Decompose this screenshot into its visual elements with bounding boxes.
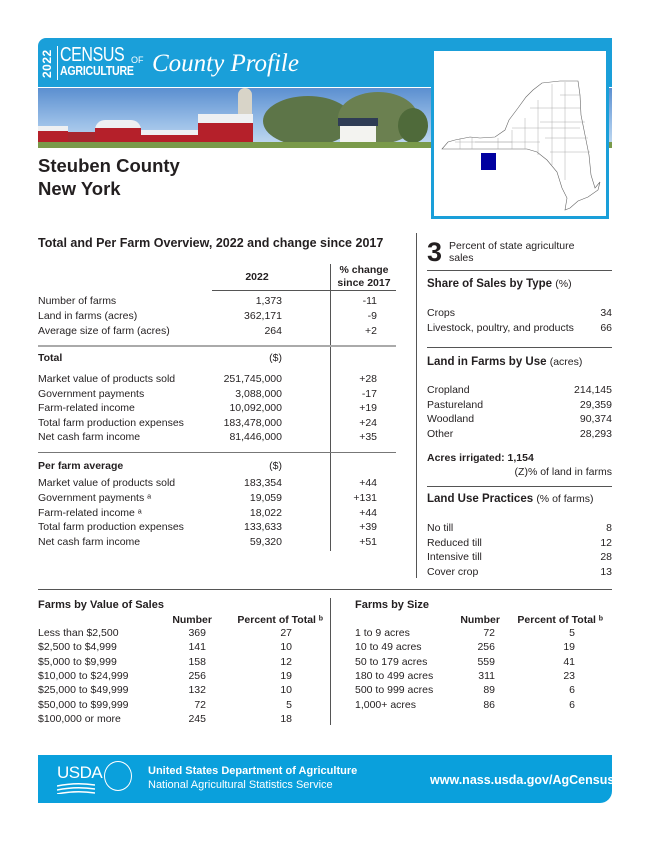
state-share-label: Percent of state agriculture sales bbox=[449, 240, 575, 264]
value_of_sales-label: $10,000 to $24,999 bbox=[38, 669, 129, 682]
value_of_sales-percent: 10 bbox=[280, 641, 292, 654]
land-use-title-text: Land in Farms by Use bbox=[427, 356, 547, 368]
value_of_sales-label: $100,000 or more bbox=[38, 712, 121, 725]
footer-url[interactable]: www.nass.usda.gov/AgCensus bbox=[430, 773, 615, 787]
farm_size-percent: 6 bbox=[569, 698, 575, 711]
row-change: -11 bbox=[362, 295, 377, 307]
land_use-label: Pastureland bbox=[427, 398, 484, 411]
row-value: 133,633 bbox=[244, 521, 282, 534]
land_use-label: Cropland bbox=[427, 384, 470, 396]
bottom-column-divider bbox=[330, 598, 331, 725]
col-change-line1: % change bbox=[339, 264, 389, 276]
row-value: 264 bbox=[264, 325, 282, 337]
row-label: Government payments ᵃ bbox=[38, 491, 152, 504]
row-value: 10,092,000 bbox=[229, 402, 282, 415]
farm_size-number: 559 bbox=[477, 655, 495, 668]
footer-service: National Agricultural Statistics Service bbox=[148, 779, 333, 791]
row-label: Net cash farm income bbox=[38, 536, 141, 549]
new-york-map bbox=[434, 51, 606, 216]
practices-value: 12 bbox=[600, 536, 612, 549]
practices-label: Cover crop bbox=[427, 566, 479, 579]
value_of_sales-percent: 12 bbox=[280, 655, 292, 668]
farm_size-number: 311 bbox=[478, 669, 495, 682]
row-label: Market value of products sold bbox=[38, 373, 176, 385]
overview-column-divider bbox=[330, 264, 331, 551]
vos-col-percent: Percent of Total ᵇ bbox=[237, 614, 323, 626]
sales_type-label: Livestock, poultry, and products bbox=[427, 322, 574, 334]
farm_size-percent: 19 bbox=[563, 641, 575, 654]
usda-logo: USDA bbox=[57, 763, 103, 782]
land_use-value: 29,359 bbox=[579, 398, 612, 411]
practices-title bbox=[427, 493, 593, 505]
row-label: Farm-related income bbox=[38, 402, 135, 415]
col-year: 2022 bbox=[245, 271, 269, 283]
ag-census-seal-icon bbox=[104, 761, 132, 791]
row-label: Land in farms (acres) bbox=[38, 310, 138, 322]
value_of_sales-number: 245 bbox=[188, 712, 206, 725]
right-column-divider bbox=[416, 233, 417, 578]
state-name: New York bbox=[38, 178, 121, 199]
row-label: Average size of farm (acres) bbox=[38, 325, 170, 337]
fs-col-number: Number bbox=[460, 614, 500, 626]
divider bbox=[427, 270, 612, 271]
farm_size-number: 86 bbox=[483, 698, 495, 711]
logo-of: OF bbox=[131, 55, 144, 65]
usda-logo-swoosh bbox=[57, 782, 95, 794]
value_of_sales-percent: 5 bbox=[286, 698, 292, 711]
practices-unit: (% of farms) bbox=[536, 493, 594, 505]
land-use-title bbox=[427, 356, 582, 368]
logo-year: 2022 bbox=[40, 49, 54, 79]
value_of_sales-number: 72 bbox=[194, 698, 206, 711]
value_of_sales-number: 141 bbox=[188, 641, 206, 654]
county-heading bbox=[38, 154, 180, 200]
logo-divider bbox=[57, 46, 58, 80]
value_of_sales-percent: 18 bbox=[280, 712, 292, 725]
row-value: 59,320 bbox=[249, 536, 282, 549]
row-label: Farm-related income ᵃ bbox=[38, 506, 142, 519]
value_of_sales-percent: 10 bbox=[280, 684, 292, 697]
row-change: +2 bbox=[365, 325, 377, 337]
value_of_sales-number: 256 bbox=[188, 669, 206, 682]
perfarm-heading: Per farm average bbox=[38, 460, 124, 472]
irrigated-percent: (Z)% of land in farms bbox=[514, 466, 612, 478]
steuben-county-highlight bbox=[481, 153, 496, 170]
overview-title: Total and Per Farm Overview, 2022 and change since 2017 bbox=[38, 236, 384, 250]
value_of_sales-label: $50,000 to $99,999 bbox=[38, 698, 129, 711]
divider bbox=[427, 347, 612, 348]
row-change: +44 bbox=[359, 477, 377, 489]
vos-col-number: Number bbox=[172, 614, 212, 626]
land_use-value: 28,293 bbox=[579, 427, 612, 440]
row-value: 1,373 bbox=[255, 295, 282, 307]
col-change bbox=[335, 264, 393, 290]
row-label: Market value of products sold bbox=[38, 477, 176, 489]
farm_size-label: 50 to 179 acres bbox=[355, 655, 428, 668]
practices-label: No till bbox=[427, 522, 454, 534]
farm_size-label: 1,000+ acres bbox=[355, 698, 417, 711]
practices-value: 13 bbox=[600, 566, 612, 579]
value_of_sales-number: 132 bbox=[188, 684, 206, 697]
value_of_sales-number: 158 bbox=[188, 655, 206, 668]
value-of-sales-title: Farms by Value of Sales bbox=[38, 599, 164, 611]
land_use-value: 214,145 bbox=[574, 384, 612, 396]
row-label: Government payments bbox=[38, 387, 145, 400]
row-value: 251,745,000 bbox=[223, 373, 282, 385]
divider bbox=[38, 589, 612, 590]
row-label: Total farm production expenses bbox=[38, 416, 184, 429]
practices-label: Reduced till bbox=[427, 536, 482, 549]
row-change: +28 bbox=[359, 373, 377, 385]
logo-census: CENSUS bbox=[60, 44, 125, 66]
footer-department: United States Department of Agriculture bbox=[148, 765, 358, 777]
divider bbox=[38, 452, 396, 453]
row-change: -17 bbox=[361, 387, 377, 400]
row-value: 183,354 bbox=[244, 477, 282, 489]
farm_size-label: 500 to 999 acres bbox=[355, 684, 434, 697]
practices-value: 8 bbox=[606, 522, 612, 534]
value_of_sales-percent: 19 bbox=[280, 669, 292, 682]
page-title: County Profile bbox=[152, 50, 299, 77]
value_of_sales-label: $2,500 to $4,999 bbox=[38, 641, 117, 654]
farm_size-number: 89 bbox=[483, 684, 495, 697]
county-name: Steuben County bbox=[38, 155, 180, 176]
land_use-label: Woodland bbox=[427, 413, 475, 426]
row-label: Total farm production expenses bbox=[38, 521, 184, 534]
row-value: 81,446,000 bbox=[229, 431, 282, 444]
perfarm-unit: ($) bbox=[269, 460, 282, 472]
row-label: Net cash farm income bbox=[38, 431, 141, 444]
value_of_sales-label: $25,000 to $49,999 bbox=[38, 684, 129, 697]
sales_type-label: Crops bbox=[427, 307, 456, 319]
value_of_sales-number: 369 bbox=[188, 627, 206, 639]
sales-type-title bbox=[427, 278, 572, 290]
row-value: 19,059 bbox=[249, 491, 282, 504]
land_use-value: 90,374 bbox=[579, 413, 612, 426]
fs-col-percent: Percent of Total ᵇ bbox=[517, 614, 603, 626]
farm_size-percent: 6 bbox=[569, 684, 575, 697]
farm_size-label: 180 to 499 acres bbox=[355, 669, 434, 682]
farm_size-percent: 5 bbox=[569, 627, 575, 639]
row-value: 18,022 bbox=[249, 506, 282, 519]
acres-irrigated: Acres irrigated: 1,154 bbox=[427, 452, 534, 464]
row-value: 362,171 bbox=[244, 310, 282, 322]
value_of_sales-percent: 27 bbox=[280, 627, 292, 639]
row-change: +35 bbox=[359, 431, 377, 444]
total-unit: ($) bbox=[269, 352, 282, 364]
farm_size-number: 256 bbox=[477, 641, 495, 654]
farm_size-label: 1 to 9 acres bbox=[355, 627, 410, 639]
practices-value: 28 bbox=[600, 551, 612, 564]
col-change-line2: since 2017 bbox=[337, 277, 391, 289]
farm_size-number: 72 bbox=[483, 627, 495, 639]
sales_type-value: 34 bbox=[600, 307, 612, 319]
farm_size-percent: 23 bbox=[563, 669, 575, 682]
state-share-value: 3 bbox=[427, 237, 443, 267]
state-outline bbox=[442, 81, 600, 210]
county-locator-map bbox=[431, 48, 609, 219]
practices-label: Intensive till bbox=[427, 551, 482, 564]
sales-type-unit: (%) bbox=[555, 278, 572, 290]
row-change: +51 bbox=[359, 536, 377, 549]
sales-type-title-text: Share of Sales by Type bbox=[427, 278, 553, 290]
land-use-unit: (acres) bbox=[549, 356, 583, 368]
row-value: 183,478,000 bbox=[223, 416, 282, 429]
value_of_sales-label: Less than $2,500 bbox=[38, 627, 119, 639]
row-label: Number of farms bbox=[38, 295, 117, 307]
practices-title-text: Land Use Practices bbox=[427, 493, 534, 505]
divider bbox=[427, 486, 612, 487]
farm_size-label: 10 to 49 acres bbox=[355, 641, 422, 654]
divider bbox=[38, 345, 396, 347]
total-heading: Total bbox=[38, 352, 63, 364]
row-value: 3,088,000 bbox=[235, 387, 282, 400]
row-change: +131 bbox=[353, 491, 377, 504]
row-change: -9 bbox=[367, 310, 377, 322]
row-change: +44 bbox=[359, 506, 377, 519]
farm_size-percent: 41 bbox=[563, 655, 575, 668]
overview-header-rule bbox=[212, 290, 396, 291]
sales_type-value: 66 bbox=[600, 322, 612, 334]
value_of_sales-label: $5,000 to $9,999 bbox=[38, 655, 117, 668]
farm-size-title: Farms by Size bbox=[355, 599, 429, 611]
row-change: +24 bbox=[359, 416, 377, 429]
land_use-label: Other bbox=[427, 427, 454, 440]
row-change: +39 bbox=[359, 521, 377, 534]
row-change: +19 bbox=[359, 402, 377, 415]
logo-agriculture: AGRICULTURE bbox=[60, 64, 134, 78]
